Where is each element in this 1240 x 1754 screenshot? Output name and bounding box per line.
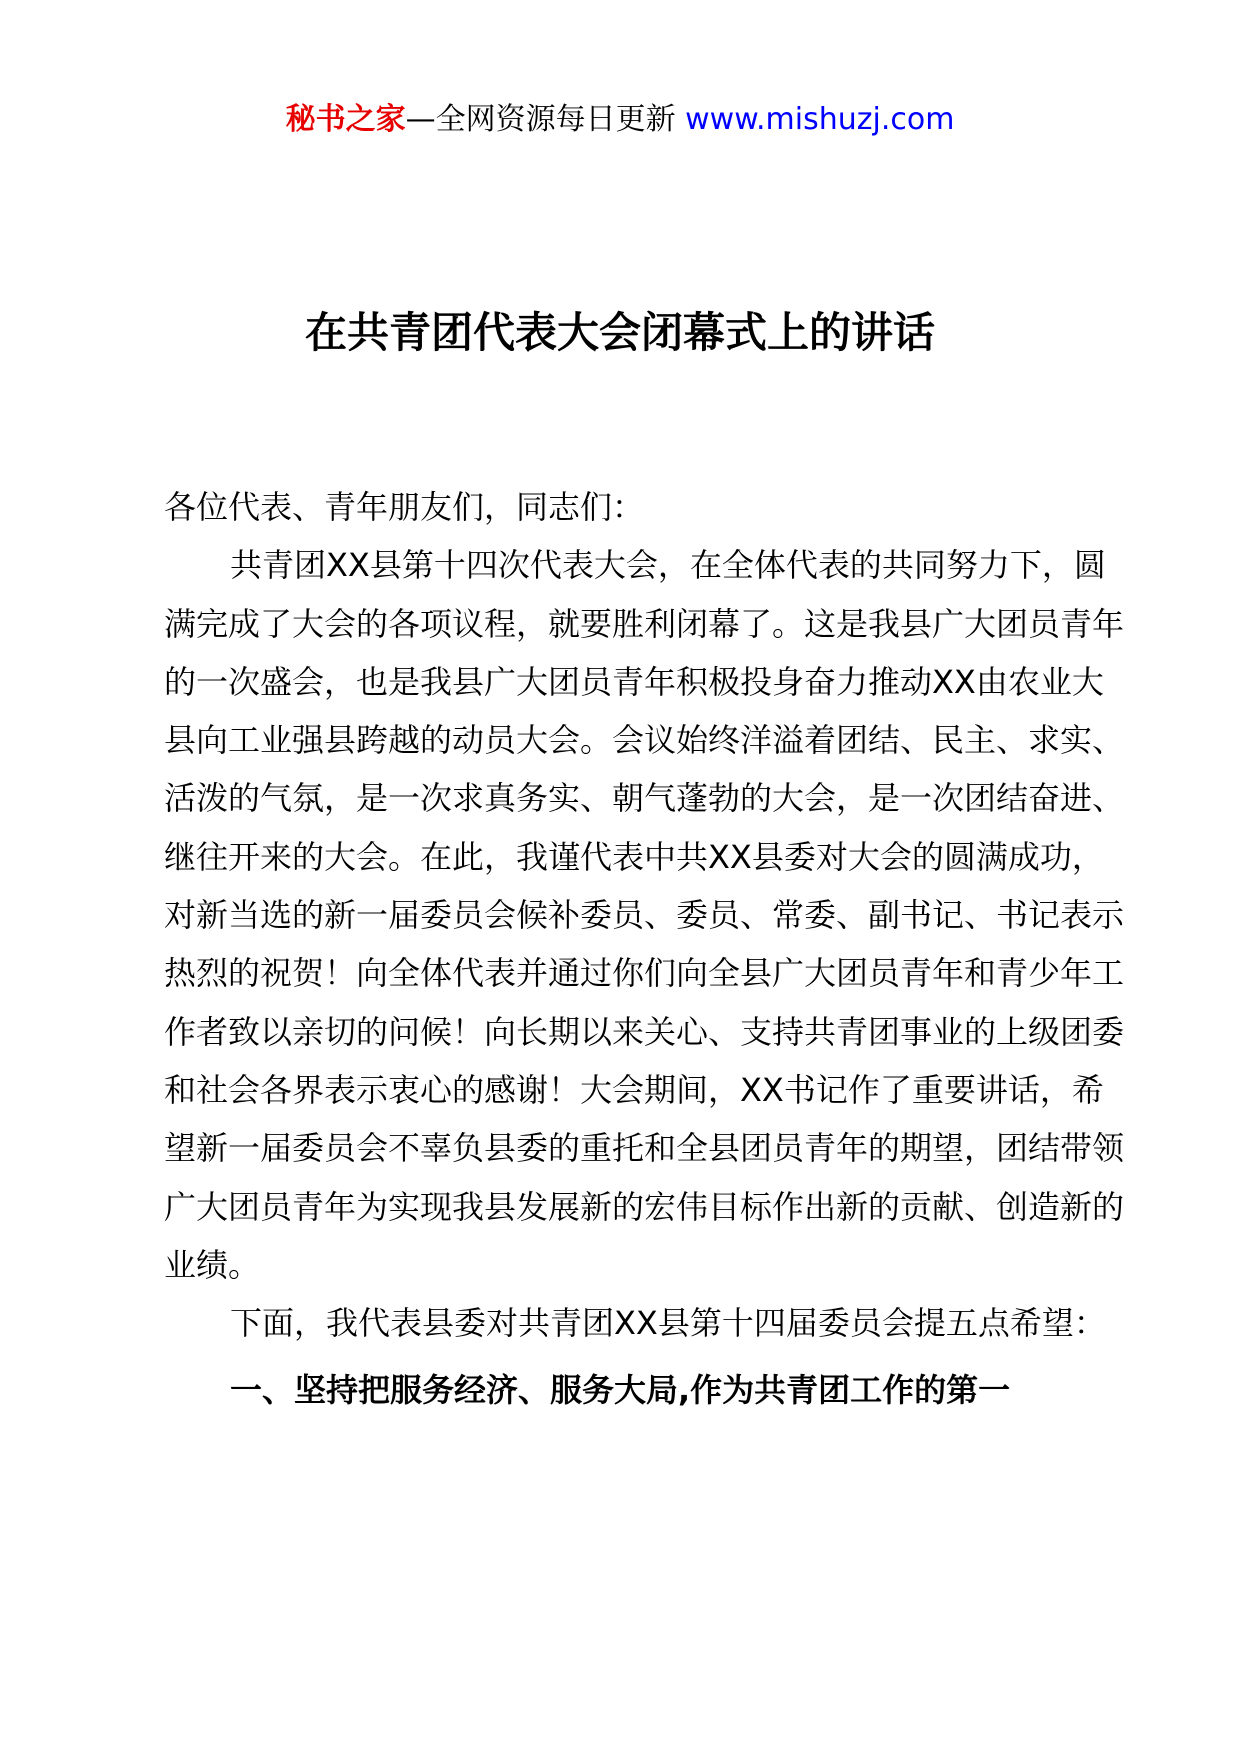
document-body (164, 478, 1124, 1420)
site-slogan: —全网资源每日更新 (405, 102, 686, 137)
paragraph-opening: 共青团XX县第十四次代表大会，在全体代表的共同努力下，圆满完成了大会的各项议程，就要胜利闭幕了。这是我县广大团员青年的一次盛会，也是我县广大团员青年积极投身奋力推动XX由农业大县向工业强县跨越的动员大会。会议始终洋溢着团结、民主、求实、活泼的气氛，是一次求真务实、朝气蓬勃的大会，是一次团结奋进、继往开来的大会。在此，我谨代表中共XX县委对大会的圆满成功，对新当选的新一届委员会候补委员、委员、常委、副书记、书记表示热烈的祝贺！向全体代表并通过你们向全县广大团员青年和青少年工作者致以亲切的问候！向长期以来关心、支持共青团事业的上级团委和社会各界表示衷心的感谢！大会期间，XX书记作了重要讲话，希望新一届委员会不辜负县委的重托和全县团员青年的期望，团结带领广大团员青年为实现我县发展新的宏伟目标作出新的贡献、创造新的业绩。 (164, 546, 1125, 1284)
site-url-link[interactable]: www.mishuzj.com (685, 102, 955, 137)
paragraph-intro-hopes: 下面，我代表县委对共青团XX县第十四届委员会提五点希望： (230, 1304, 1106, 1343)
salutation: 各位代表、青年朋友们，同志们： (164, 488, 645, 526)
site-header (0, 100, 1240, 140)
site-brand: 秘书之家 (285, 102, 406, 137)
section-heading: 一、坚持把服务经济、服务大局,作为共青团工作的第一 (230, 1371, 1011, 1410)
document-title: 在共青团代表大会闭幕式上的讲话 (304, 308, 935, 357)
